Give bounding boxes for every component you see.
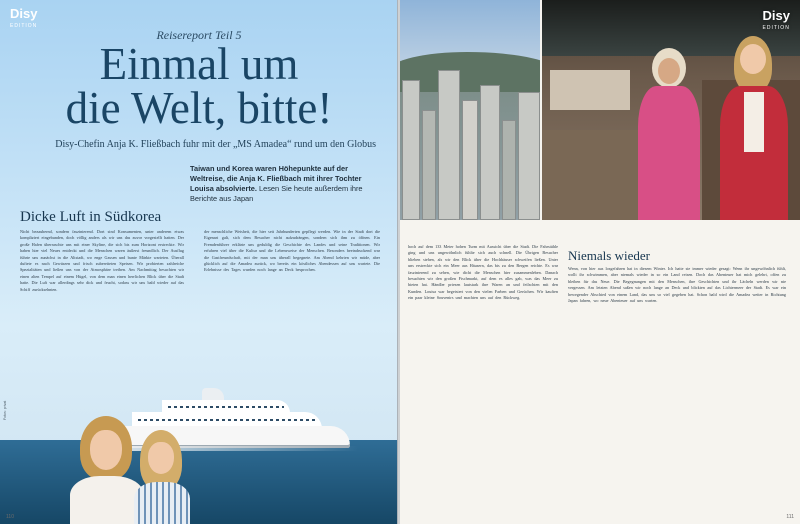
left-page	[0, 0, 398, 524]
article-lead	[190, 164, 376, 204]
vendor-jacket	[638, 86, 700, 220]
market-photo	[542, 0, 800, 220]
section-heading-suedkorea: Dicke Luft in Südkorea	[20, 209, 162, 225]
sea-photo	[0, 440, 398, 524]
building	[438, 70, 460, 220]
building	[518, 92, 540, 220]
girl-dress	[134, 482, 190, 524]
logo-text: Disy	[10, 6, 38, 21]
mountain-range	[400, 52, 540, 92]
page-number-left: 110	[6, 514, 14, 520]
photo-credit-text: Fotos: privat	[3, 400, 7, 420]
logo-subtext: EDITION	[762, 25, 790, 31]
ship-windows	[138, 419, 318, 421]
girl-face	[740, 44, 766, 74]
market-stall	[550, 70, 630, 110]
right-page	[400, 0, 800, 524]
building	[462, 100, 478, 220]
logo-subtext: EDITION	[10, 23, 38, 29]
building	[502, 120, 516, 220]
body-column-1: Nicht bezaubernd, sondern faszinierend. Dort sind Konsumenten, unter anderem etwas kompliziert eingebunden, doch völlig anders als wir uns das zuvor vorgestellt hatten. Der große Hafen überraschte uns mit einer Skyline, die sich bis zum Horizont erstreckte. Wir haben hier viel Neues entdeckt und die Menschen waren äußerst freundlich. Der Ausflug führte uns zunächst in die Altstadt, wo enge Gassen und bunte Märkte warteten. Überall duftete es nach Gewürzen und frisch zubereiteten Speisen. Wir probierten zahlreiche Spezialitäten und ließen uns von der Atmosphäre treiben. Am Nachmittag besuchten wir einen alten Tempel auf einem Hügel, von dem man einen herrlichen Blick über die Stadt hatte. Die Luft war allerdings sehr dick und feucht, sodass wir uns bald wieder auf das Schiff zurücksehnten.	[20, 229, 184, 292]
article-title	[0, 39, 398, 133]
vendor-woman	[634, 48, 704, 220]
building	[480, 85, 500, 220]
logo-text: Disy	[762, 8, 790, 23]
woman-face	[90, 430, 122, 470]
girl-face	[148, 442, 174, 474]
body-column-2: der menschliche Weisheit, die hier seit Jahrhunderten gepflegt werden. Wie in der Stadt dort die Eigenart galt, sich dem Besucher nicht aufzudrängen, sondern sich ihm zu öffnen. Ein Fremdenführer erklärte uns geduldig die Geschichte des Landes und seine Traditionen. Wir erfuhren viel über die Kultur und die Lebensweise der Menschen. Besonders beeindruckend war die Gastfreundschaft, mit der man uns überall begegnete. Am Abend kehrten wir müde, aber glücklich auf die Amadea zurück, wo bereits ein köstliches Abendessen auf uns wartete. Die Erlebnisse des Tages wurden noch lange an Deck besprochen.	[204, 229, 380, 273]
title-line-2: die Welt, bitte!	[65, 83, 333, 133]
body-column-3: hoch auf dem 133 Meter hohen Turm mit Aussicht über die Stadt. Die Fahrstühle ging und uns ungewöhnlich fühlte sich auch schnell. Die Übrigen Besucher blieben stehen, als wir den Blick über die Hochhäuser schweifen ließen. Unter uns erstreckte sich ein Meer aus Häusern, das bis zu den Bergen reichte. Es war faszinierend zu sehen, wie dicht die Menschen hier zusammenleben. Danach besuchten wir den großen Fischmarkt, auf dem es alles gab, was das Meer zu bieten hat. Händler priesen lautstark ihre Waren an und feilschten mit den Kunden. Louisa war begeistert von den vielen Farben und Gerüchen. Wir kauften ein paar kleine Souvenirs und machten uns auf den Rückweg.	[408, 244, 558, 301]
lead-rest: Lesen Sie heute außerdem ihre Berichte aus Japan	[190, 184, 363, 203]
article-subtitle: Disy-Chefin Anja K. Fließbach fuhr mit der „MS Amadea“ rund um den Globus	[55, 139, 376, 150]
disy-logo-right	[763, 10, 790, 34]
girl-photo	[128, 430, 194, 524]
girl-shirt	[744, 92, 764, 152]
girl-in-market	[718, 36, 790, 220]
photo-credit	[3, 300, 7, 420]
body-column-4: Wenn, von hier aus losgefahren hat in diesem Winter. Ich hatte sie immer wieder gesagt: Wenn ihr ungewöhnlich fühlt, wollt ihr schwimmen, aber niemals wieder in so ein Land reisen. Doch das Abenteuer hat mich gelehrt, offen zu bleiben für das Neue. Die Begegnungen mit den Menschen, ihre Geschichten und ihr Lächeln werden wir nie vergessen. Am letzten Abend saßen wir noch lange an Deck und blickten auf das Lichtermeer der Stadt. Es war ein bewegender Abschied von einem Land, das uns so viel gegeben hat. Schon bald wird die Amadea weiter in Richtung Japan fahren, wo neue Abenteuer auf uns warten.	[568, 266, 786, 304]
ship-windows-upper	[168, 406, 284, 408]
page-number-right: 111	[786, 514, 794, 520]
city-skyline-photo	[400, 0, 540, 220]
section-heading-niemals-wieder: Niemals wieder	[568, 248, 650, 263]
title-line-1: Einmal um	[99, 39, 299, 89]
building	[402, 80, 420, 220]
lead-bold: Taiwan und Korea waren Höhepunkte auf der Weltreise, die Anja K. Fließbach mit ihrer Tochter Louisa absolvierte.	[190, 164, 362, 193]
building	[422, 110, 436, 220]
article-kicker: Reisereport Teil 5	[156, 28, 242, 42]
vendor-face	[658, 58, 680, 84]
